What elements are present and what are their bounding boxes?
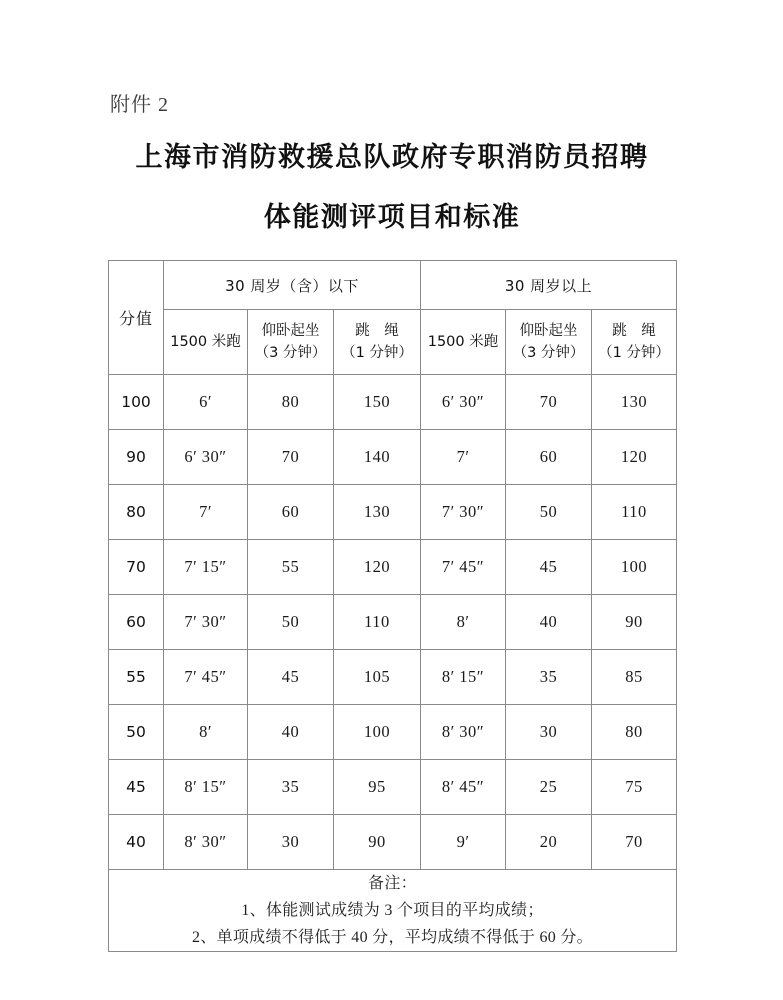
cell-o30-situps: 60 [506, 430, 592, 485]
cell-u30-1500m: 7′ 45″ [164, 650, 248, 705]
cell-o30-jumprope: 90 [592, 595, 677, 650]
cell-u30-1500m: 7′ 15″ [164, 540, 248, 595]
cell-o30-situps: 40 [506, 595, 592, 650]
cell-o30-jumprope: 80 [592, 705, 677, 760]
event-label-line1: 仰卧起坐 [261, 323, 320, 339]
cell-u30-jumprope: 90 [334, 815, 421, 870]
event-label-line2: （3 分钟） [512, 345, 585, 361]
table-row [109, 705, 677, 760]
row-score: 50 [109, 705, 164, 760]
header-event-u30-situps [248, 310, 334, 375]
note-item-2: 2、单项成绩不得低于 40 分，平均成绩不得低于 60 分。 [191, 929, 593, 946]
cell-o30-jumprope: 120 [592, 430, 677, 485]
note-heading: 备注： [368, 875, 417, 892]
cell-o30-1500m: 7′ [421, 430, 506, 485]
cell-u30-1500m: 7′ [164, 485, 248, 540]
cell-u30-jumprope: 95 [334, 760, 421, 815]
table-group-header-row [109, 261, 677, 310]
header-event-u30-1500m [164, 310, 248, 375]
cell-u30-1500m: 6′ [164, 375, 248, 430]
cell-u30-jumprope: 130 [334, 485, 421, 540]
cell-o30-1500m: 7′ 30″ [421, 485, 506, 540]
row-score: 60 [109, 595, 164, 650]
header-event-o30-situps [506, 310, 592, 375]
cell-u30-jumprope: 150 [334, 375, 421, 430]
cell-u30-situps: 45 [248, 650, 334, 705]
table-notes-row [109, 870, 677, 952]
cell-u30-situps: 50 [248, 595, 334, 650]
event-label-line2: （1 分钟） [341, 345, 413, 361]
cell-o30-jumprope: 75 [592, 760, 677, 815]
event-label-line1: 1500 米跑 [170, 334, 241, 350]
cell-u30-jumprope: 100 [334, 705, 421, 760]
cell-u30-situps: 40 [248, 705, 334, 760]
cell-o30-1500m: 8′ 30″ [421, 705, 506, 760]
title-line-1: 上海市消防救援总队政府专职消防员招聘 [135, 142, 649, 173]
event-label-line1: 跳 绳 [612, 323, 656, 339]
header-event-o30-jumprope [592, 310, 677, 375]
cell-u30-jumprope: 110 [334, 595, 421, 650]
row-score: 100 [109, 375, 164, 430]
cell-o30-jumprope: 100 [592, 540, 677, 595]
attachment-label: 附件 2 [110, 94, 169, 116]
fitness-standards-table [108, 260, 677, 952]
table-row [109, 595, 677, 650]
row-score: 45 [109, 760, 164, 815]
cell-u30-1500m: 8′ [164, 705, 248, 760]
cell-u30-1500m: 6′ 30″ [164, 430, 248, 485]
cell-u30-jumprope: 120 [334, 540, 421, 595]
event-label-line1: 1500 米跑 [427, 334, 499, 350]
table-row [109, 540, 677, 595]
cell-u30-jumprope: 105 [334, 650, 421, 705]
cell-o30-situps: 25 [506, 760, 592, 815]
cell-o30-jumprope: 110 [592, 485, 677, 540]
cell-u30-situps: 55 [248, 540, 334, 595]
cell-o30-situps: 50 [506, 485, 592, 540]
row-score: 90 [109, 430, 164, 485]
cell-o30-situps: 45 [506, 540, 592, 595]
cell-o30-1500m: 9′ [421, 815, 506, 870]
event-label-line2: （1 分钟） [598, 345, 670, 361]
header-group-under-30: 30 周岁（含）以下 [164, 261, 421, 310]
cell-u30-situps: 80 [248, 375, 334, 430]
event-label-line1: 跳 绳 [355, 323, 399, 339]
cell-o30-situps: 35 [506, 650, 592, 705]
cell-o30-1500m: 8′ 45″ [421, 760, 506, 815]
table-row [109, 760, 677, 815]
header-group-over-30: 30 周岁以上 [421, 261, 677, 310]
table-row [109, 430, 677, 485]
cell-o30-jumprope: 85 [592, 650, 677, 705]
cell-o30-1500m: 7′ 45″ [421, 540, 506, 595]
cell-o30-situps: 30 [506, 705, 592, 760]
cell-o30-1500m: 8′ 15″ [421, 650, 506, 705]
row-score: 55 [109, 650, 164, 705]
notes-cell [109, 870, 677, 952]
event-label-line1: 仰卧起坐 [519, 323, 578, 339]
cell-u30-situps: 30 [248, 815, 334, 870]
cell-u30-1500m: 7′ 30″ [164, 595, 248, 650]
cell-u30-situps: 60 [248, 485, 334, 540]
table-row [109, 375, 677, 430]
table-row [109, 815, 677, 870]
cell-o30-jumprope: 130 [592, 375, 677, 430]
cell-o30-situps: 20 [506, 815, 592, 870]
cell-o30-situps: 70 [506, 375, 592, 430]
table-event-header-row [109, 310, 677, 375]
title-line-2: 体能测评项目和标准 [263, 202, 521, 233]
header-event-o30-1500m [421, 310, 506, 375]
cell-o30-1500m: 6′ 30″ [421, 375, 506, 430]
row-score: 80 [109, 485, 164, 540]
header-score: 分值 [109, 261, 164, 375]
table-row [109, 485, 677, 540]
cell-u30-1500m: 8′ 15″ [164, 760, 248, 815]
cell-o30-jumprope: 70 [592, 815, 677, 870]
table-body [109, 375, 677, 952]
table-row [109, 650, 677, 705]
cell-u30-1500m: 8′ 30″ [164, 815, 248, 870]
cell-o30-1500m: 8′ [421, 595, 506, 650]
cell-u30-jumprope: 140 [334, 430, 421, 485]
document-title [108, 128, 676, 248]
cell-u30-situps: 70 [248, 430, 334, 485]
note-item-1: 1、体能测试成绩为 3 个项目的平均成绩； [241, 902, 544, 919]
header-event-u30-jumprope [334, 310, 421, 375]
row-score: 70 [109, 540, 164, 595]
event-label-line2: （3 分钟） [254, 345, 327, 361]
row-score: 40 [109, 815, 164, 870]
cell-u30-situps: 35 [248, 760, 334, 815]
